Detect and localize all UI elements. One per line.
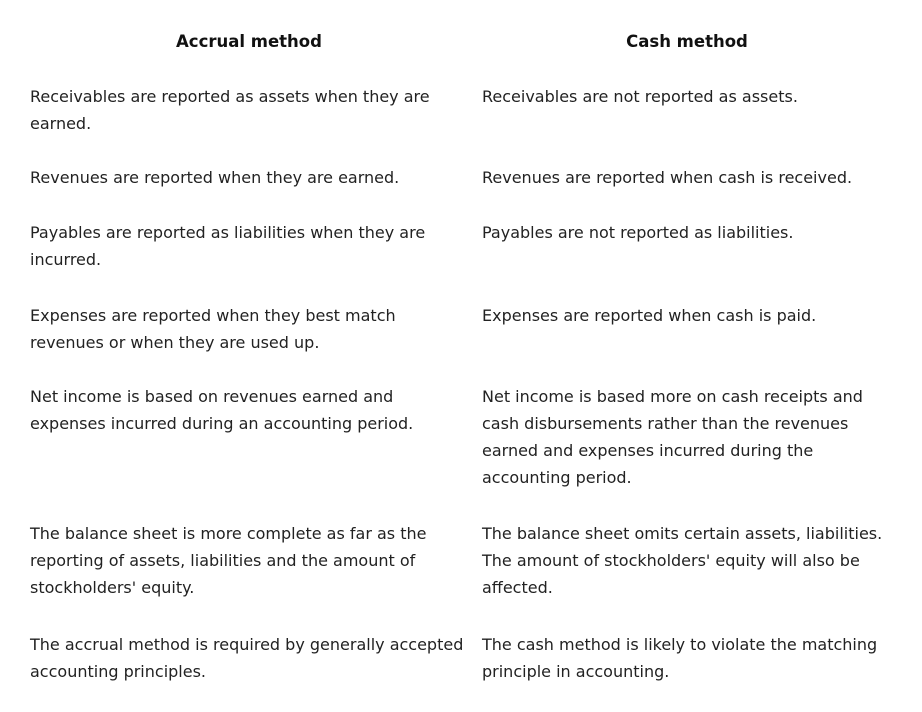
accrual-payables-cell: Payables are reported as liabilities when they are incurred. (30, 223, 426, 269)
cash-payables-cell: Payables are not reported as liabilities. (482, 223, 794, 242)
accrual-expenses-cell: Expenses are reported when they best match revenues or when they are used up. (30, 306, 396, 352)
cash-net-income-cell: Net income is based more on cash receipts and cash disbursements rather than the revenues earned and expenses incurred during the accounting period. (482, 387, 863, 487)
accrual-balance-sheet-cell: The balance sheet is more complete as far as the reporting of assets, liabilities and the amount of stockholders' equity. (30, 524, 427, 597)
accrual-method-header: Accrual method (176, 32, 322, 51)
accrual-revenues-cell: Revenues are reported when they are earned. (30, 168, 400, 187)
cash-receivables-cell: Receivables are not reported as assets. (482, 87, 798, 106)
cash-revenues-cell: Revenues are reported when cash is received. (482, 168, 853, 187)
cash-matching-principle-cell: The cash method is likely to violate the matching principle in accounting. (482, 635, 878, 681)
accrual-gaap-cell: The accrual method is required by generally accepted accounting principles. (30, 635, 464, 681)
accrual-receivables-cell: Receivables are reported as assets when they are earned. (30, 87, 430, 133)
cash-balance-sheet-cell: The balance sheet omits certain assets, liabilities. The amount of stockholders' equity will also be affected. (482, 524, 883, 597)
cash-expenses-cell: Expenses are reported when cash is paid. (482, 306, 817, 325)
accrual-net-income-cell: Net income is based on revenues earned and expenses incurred during an accounting period. (30, 387, 414, 433)
cash-method-header: Cash method (626, 32, 748, 51)
